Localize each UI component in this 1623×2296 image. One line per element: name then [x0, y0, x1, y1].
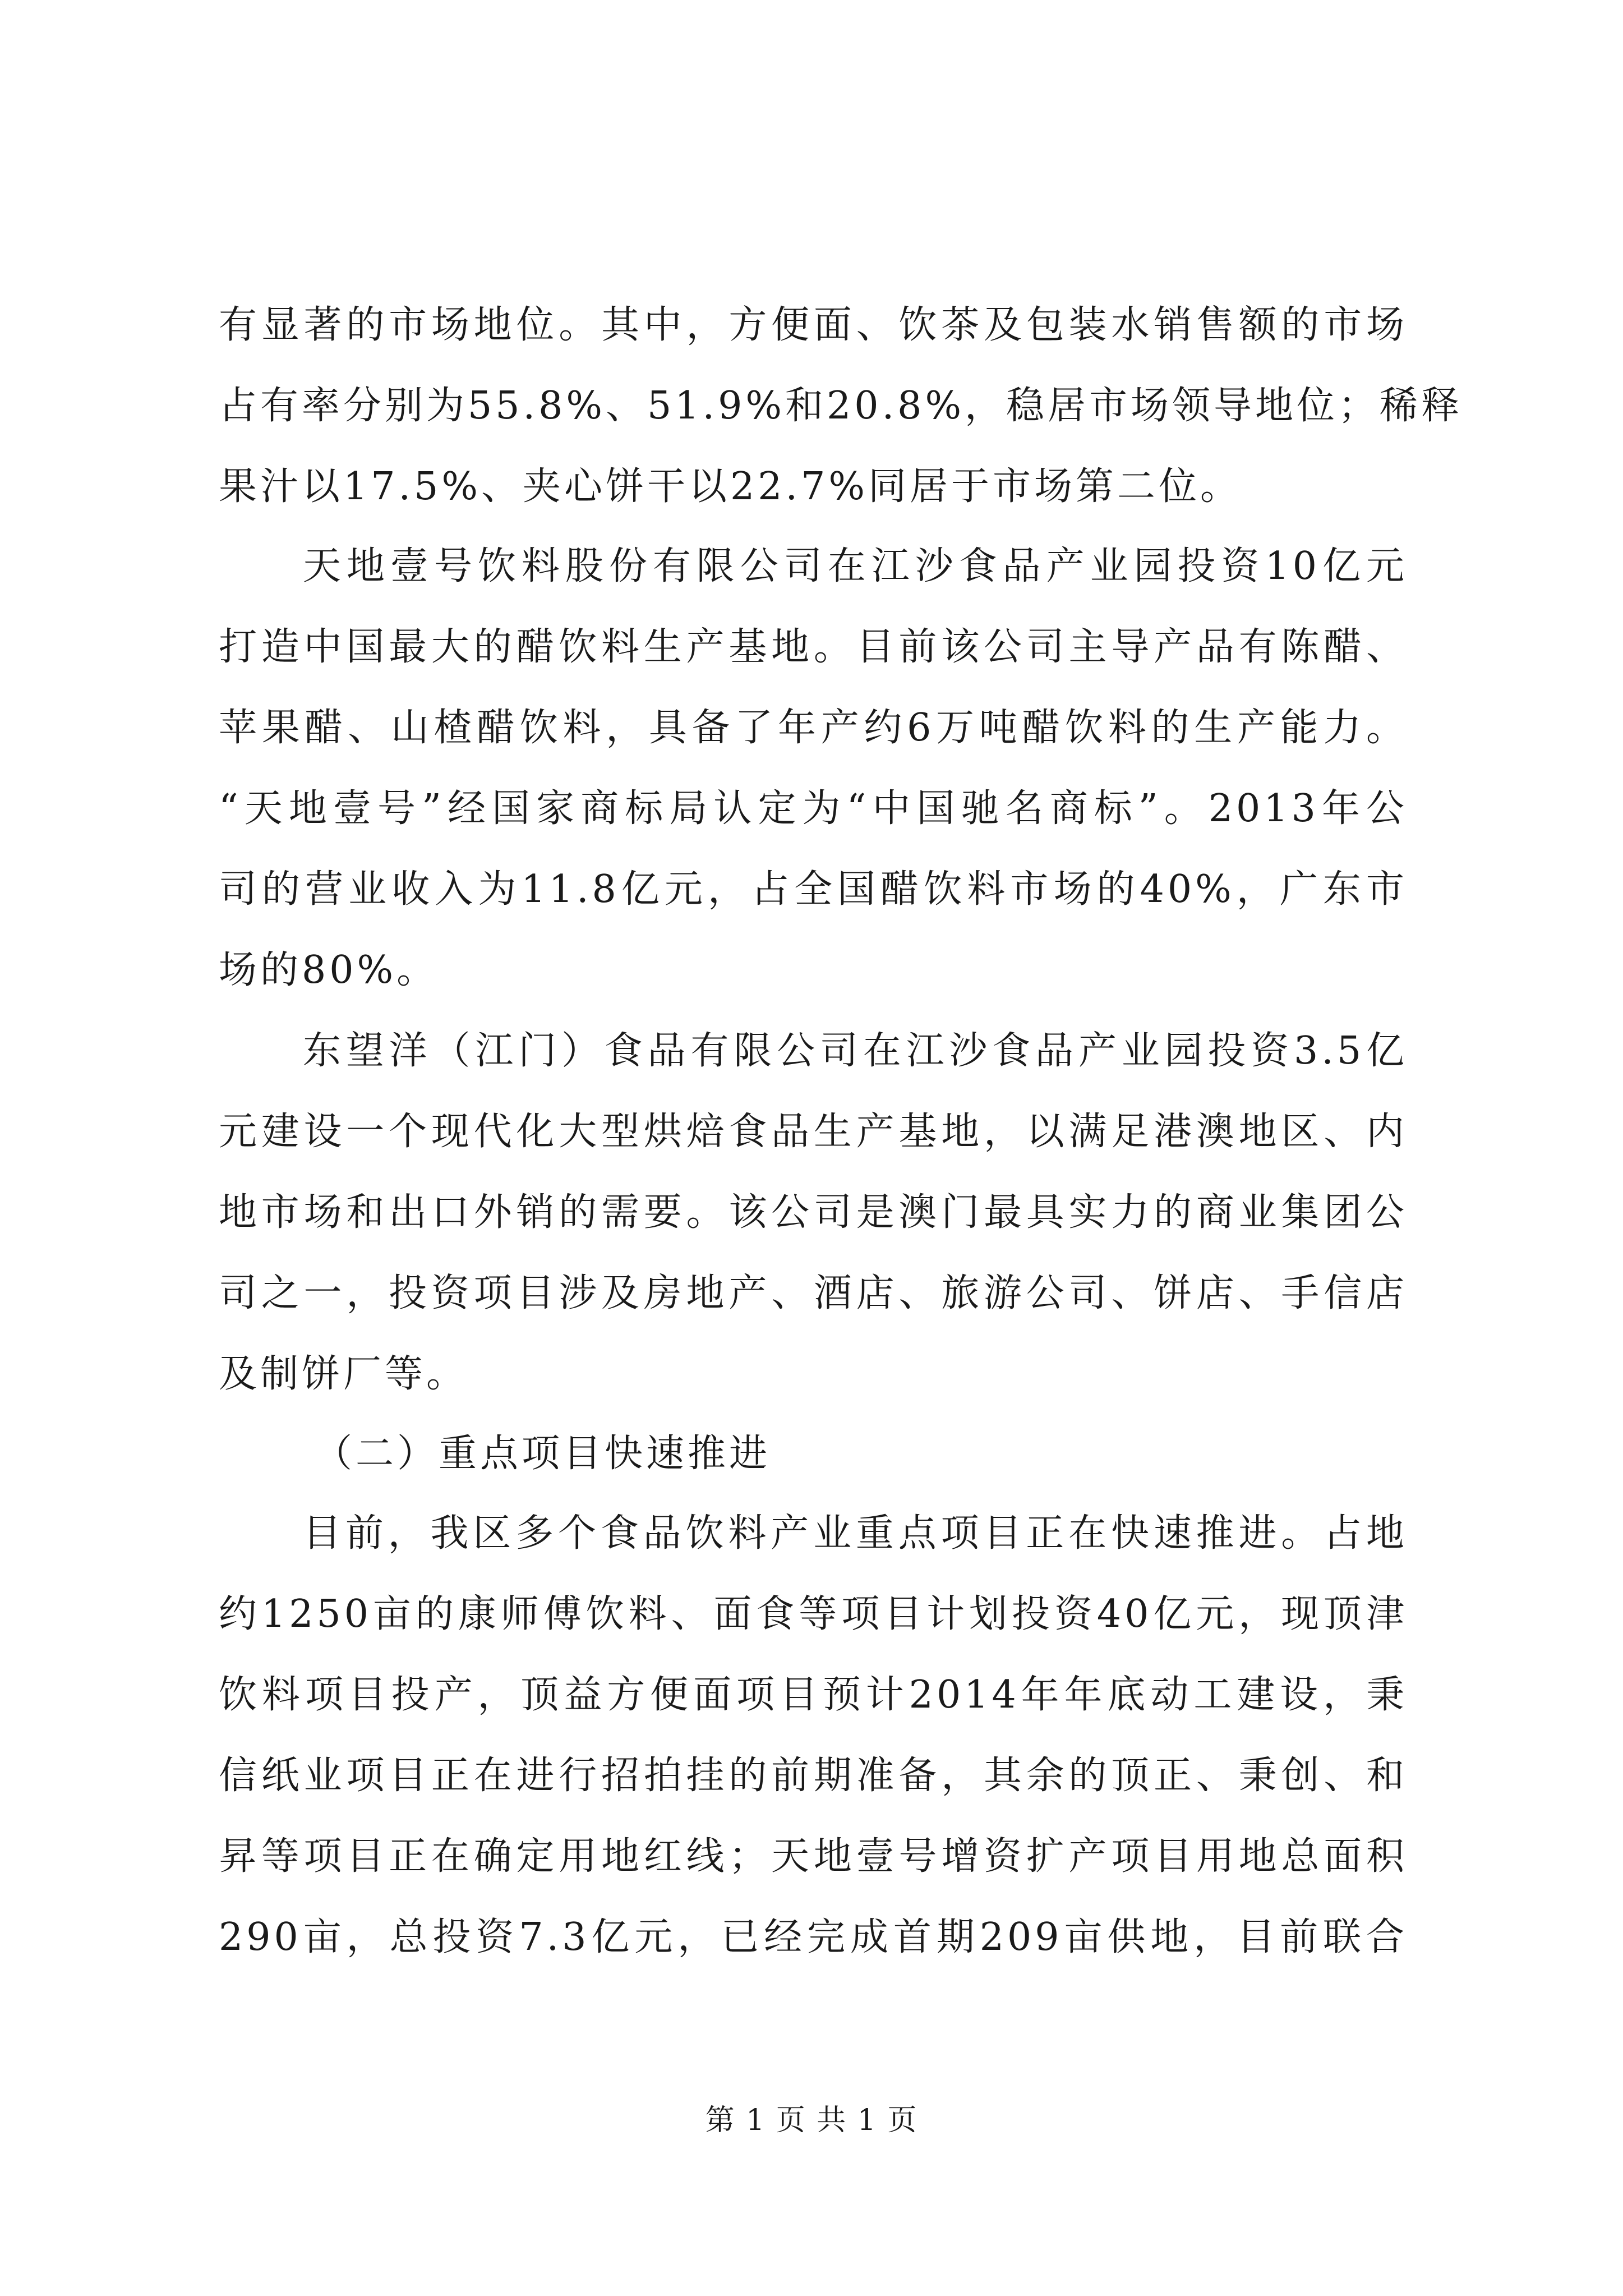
page-number-footer: 第 1 页 共 1 页 [705, 2104, 918, 2137]
text-line: 昇等项目正在确定用地红线；天地壹号增资扩产项目用地总面积 [219, 1834, 1408, 1879]
text-line: 果汁以17.5%、夹心饼干以22.7%同居于市场第二位。 [219, 464, 1242, 509]
text-line: 饮料项目投产，顶益方便面项目预计2014年年底动工建设，秉 [219, 1673, 1408, 1717]
text-line: 有显著的市场地位。其中，方便面、饮茶及包装水销售额的市场 [219, 303, 1408, 347]
text-line: 约1250亩的康师傅饮料、面食等项目计划投资40亿元，现顶津 [219, 1592, 1408, 1636]
text-line: 天地壹号饮料股份有限公司在江沙食品产业园投资10亿元 [303, 544, 1408, 588]
text-line: 打造中国最大的醋饮料生产基地。目前该公司主导产品有陈醋、 [219, 625, 1408, 669]
text-line: 元建设一个现代化大型烘焙食品生产基地，以满足港澳地区、内 [219, 1110, 1408, 1154]
text-line: “天地壹号”经国家商标局认定为“中国驰名商标”。2013年公 [219, 786, 1408, 831]
text-line: 场的80%。 [219, 948, 439, 992]
text-line: 地市场和出口外销的需要。该公司是澳门最具实力的商业集团公 [219, 1190, 1408, 1235]
text-line: 290亩，总投资7.3亿元，已经完成首期209亩供地，目前联合 [219, 1915, 1408, 1959]
section-heading: （二）重点项目快速推进 [314, 1432, 771, 1476]
text-line: 及制饼厂等。 [219, 1352, 468, 1396]
text-line: 司之一，投资项目涉及房地产、酒店、旅游公司、饼店、手信店 [219, 1271, 1408, 1315]
text-line: 东望洋（江门）食品有限公司在江沙食品产业园投资3.5亿 [303, 1029, 1408, 1073]
text-line: 司的营业收入为11.8亿元，占全国醋饮料市场的40%，广东市 [219, 867, 1408, 912]
text-line: 目前，我区多个食品饮料产业重点项目正在快速推进。占地 [303, 1511, 1408, 1556]
text-line: 苹果醋、山楂醋饮料，具备了年产约6万吨醋饮料的生产能力。 [219, 706, 1408, 750]
text-line: 信纸业项目正在进行招拍挂的前期准备，其余的顶正、秉创、和 [219, 1754, 1408, 1798]
text-line: 占有率分别为55.8%、51.9%和20.8%，稳居市场领导地位；稀释 [219, 384, 1463, 428]
